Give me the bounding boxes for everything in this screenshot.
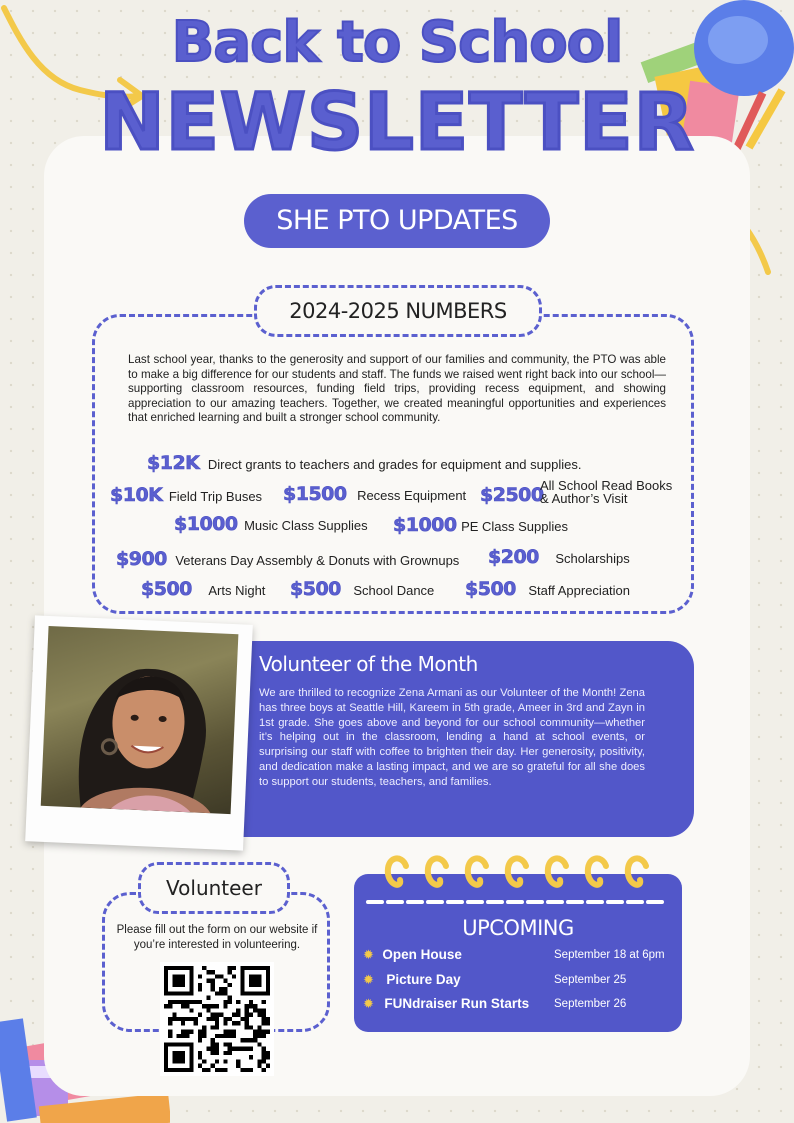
stat-amount: $1000 bbox=[174, 513, 238, 535]
event-date: September 26 bbox=[554, 998, 627, 1010]
stat-amount: $900 bbox=[116, 548, 167, 570]
volunteer-heading: Volunteer bbox=[138, 862, 290, 914]
stat-item bbox=[116, 548, 459, 570]
upcoming-title: UPCOMING bbox=[462, 916, 574, 940]
title-back-to-school: Back to School bbox=[171, 10, 623, 75]
title-newsletter: NEWSLETTER bbox=[99, 78, 695, 168]
stat-label: All School Read Books bbox=[540, 478, 673, 493]
stat-label: School Dance bbox=[353, 583, 435, 598]
volunteer-text: Please fill out the form on our website if you’re interested in volunteering. bbox=[116, 924, 318, 951]
event-date: September 18 at 6pm bbox=[554, 949, 665, 961]
stat-amount: $500 bbox=[290, 578, 341, 600]
stat-item bbox=[141, 578, 265, 600]
stat-amount: $12K bbox=[147, 452, 200, 474]
stat-label-two-line bbox=[540, 479, 672, 505]
stat-amount: $200 bbox=[488, 546, 539, 568]
stat-item bbox=[290, 578, 434, 600]
event-date: September 25 bbox=[554, 974, 627, 986]
stat-label: Scholarships bbox=[555, 551, 630, 566]
stat-label: Staff Appreciation bbox=[528, 583, 631, 598]
volunteer-of-month-title: Volunteer of the Month bbox=[259, 652, 478, 676]
stat-item bbox=[283, 483, 466, 505]
star-icon: ✹ bbox=[363, 947, 374, 962]
event-row bbox=[363, 995, 529, 1013]
event-name: Open House bbox=[382, 947, 462, 962]
numbers-heading: 2024-2025 NUMBERS bbox=[254, 285, 542, 337]
section-pill: SHE PTO UPDATES bbox=[244, 194, 550, 248]
stat-item bbox=[488, 546, 630, 568]
polaroid-photo-frame bbox=[25, 615, 253, 850]
stat-item bbox=[465, 578, 630, 600]
stat-item bbox=[110, 484, 262, 506]
stat-label: PE Class Supplies bbox=[461, 519, 569, 534]
stat-label: Direct grants to teachers and grades for equipment and supplies. bbox=[207, 457, 582, 472]
event-row bbox=[363, 946, 462, 964]
stat-amount: $1500 bbox=[283, 483, 347, 505]
event-row bbox=[363, 971, 461, 989]
stat-label: Arts Night bbox=[208, 583, 266, 598]
spiral-binding bbox=[354, 852, 682, 908]
stat-amount: $10K bbox=[110, 484, 163, 506]
stat-label: Field Trip Buses bbox=[168, 489, 263, 504]
stat-amount: $500 bbox=[465, 578, 516, 600]
stat-label: Veterans Day Assembly & Donuts with Grownups bbox=[175, 553, 460, 568]
stat-item bbox=[393, 514, 568, 536]
stat-item bbox=[480, 484, 544, 506]
stat-label: Music Class Supplies bbox=[244, 518, 368, 533]
event-name: Picture Day bbox=[386, 972, 461, 987]
stat-amount: $1000 bbox=[393, 514, 457, 536]
star-icon: ✹ bbox=[363, 996, 374, 1011]
star-icon: ✹ bbox=[363, 972, 374, 987]
stat-amount: $2500 bbox=[480, 484, 544, 506]
stat-amount: $500 bbox=[141, 578, 192, 600]
volunteer-of-month-text: We are thrilled to recognize Zena Armani as our Volunteer of the Month! Zena has three boys at Seattle Hill, Kareem in 5th grade, Ameer in 3rd and Zayn in 1st grade. She goes above and beyond for our school community—whether it’s helping out in the classroom, lending a hand at school events, or surprising our staff with coffee to brighten their day. Her generosity, positivity, and dedication make a lasting impact, and we are so grateful for all she does to support our students, teachers, and families. bbox=[259, 687, 645, 788]
numbers-intro: Last school year, thanks to the generosity and support of our families and community, the PTO was able to make a big difference for our students and staff. The funds we raised went right back into our school—supporting classroom resources, funding field trips, providing recess equipment, and showing appreciation to our amazing teachers. Together, we created meaningful opportunities and experiences that enriched learning and built a stronger school community. bbox=[128, 353, 666, 425]
event-name: FUNdraiser Run Starts bbox=[384, 996, 530, 1011]
qr-code-icon[interactable] bbox=[160, 962, 274, 1076]
stat-item bbox=[174, 513, 368, 535]
stat-item bbox=[147, 452, 581, 474]
stat-label: & Author’s Visit bbox=[540, 491, 628, 506]
volunteer-photo bbox=[41, 626, 239, 814]
stat-label: Recess Equipment bbox=[357, 488, 467, 503]
